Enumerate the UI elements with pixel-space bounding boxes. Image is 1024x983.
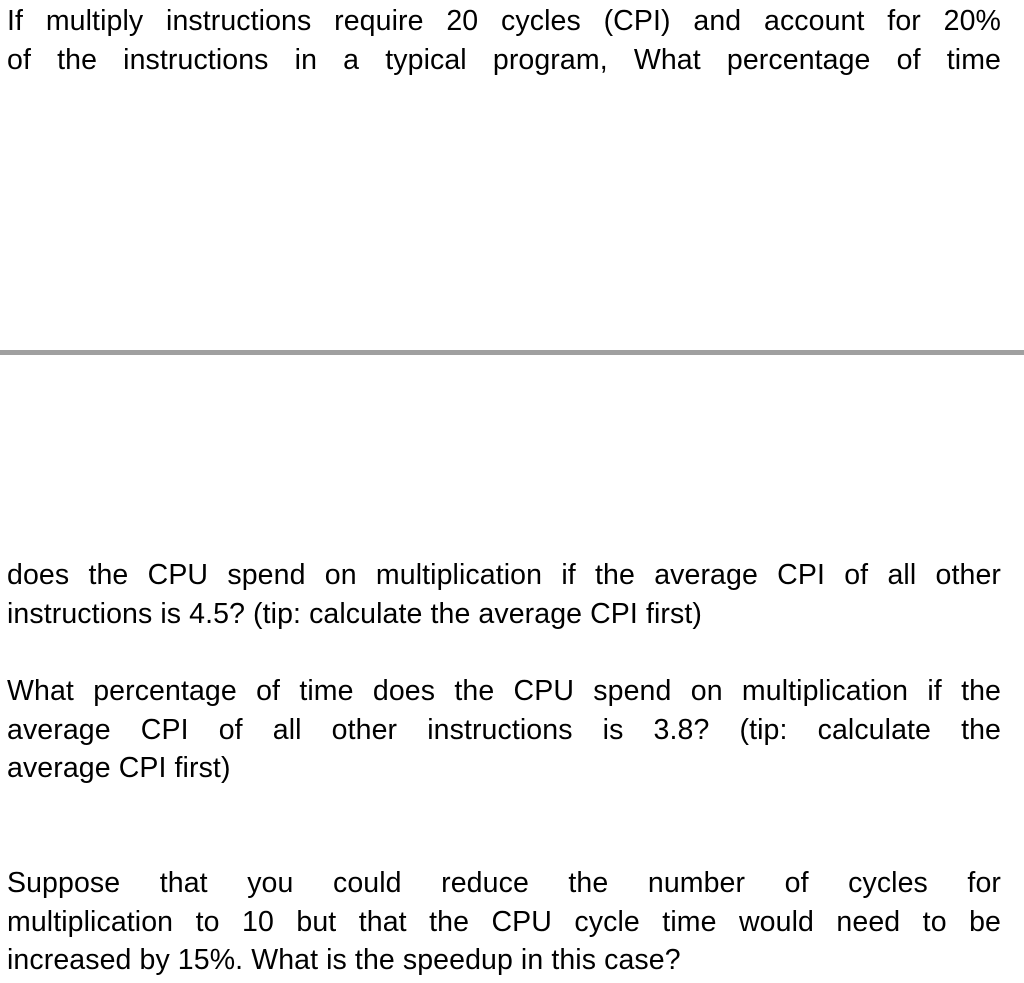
paragraph-3-line-3: average CPI first) (7, 752, 231, 784)
paragraph-2-line-2: instructions is 4.5? (tip: calculate the average CPI first) (7, 597, 702, 630)
question-paragraph-3 (7, 672, 1001, 788)
page-divider (0, 350, 1024, 355)
paragraph-1-line-2: of the instructions in a typical program, What percentage of time (7, 43, 1001, 76)
question-paragraph-2 (7, 556, 1001, 633)
paragraph-3-line-2: average CPI of all other instructions is 3.8? (tip: calculate the (7, 713, 1001, 746)
question-paragraph-1 (7, 2, 1001, 79)
paragraph-4-line-1: Suppose that you could reduce the number of cycles for (7, 867, 1001, 899)
paragraph-4-line-3: increased by 15%. What is the speedup in this case? (7, 944, 681, 976)
paragraph-1-line-1: If multiply instructions require 20 cycles (CPI) and account for 20% (7, 5, 1001, 37)
paragraph-2-line-1: does the CPU spend on multiplication if the average CPI of all other (7, 559, 1001, 591)
paragraph-3-line-1: What percentage of time does the CPU spend on multiplication if the (7, 675, 1001, 707)
question-paragraph-4 (7, 864, 1001, 980)
paragraph-4-line-2: multiplication to 10 but that the CPU cycle time would need to be (7, 905, 1001, 938)
